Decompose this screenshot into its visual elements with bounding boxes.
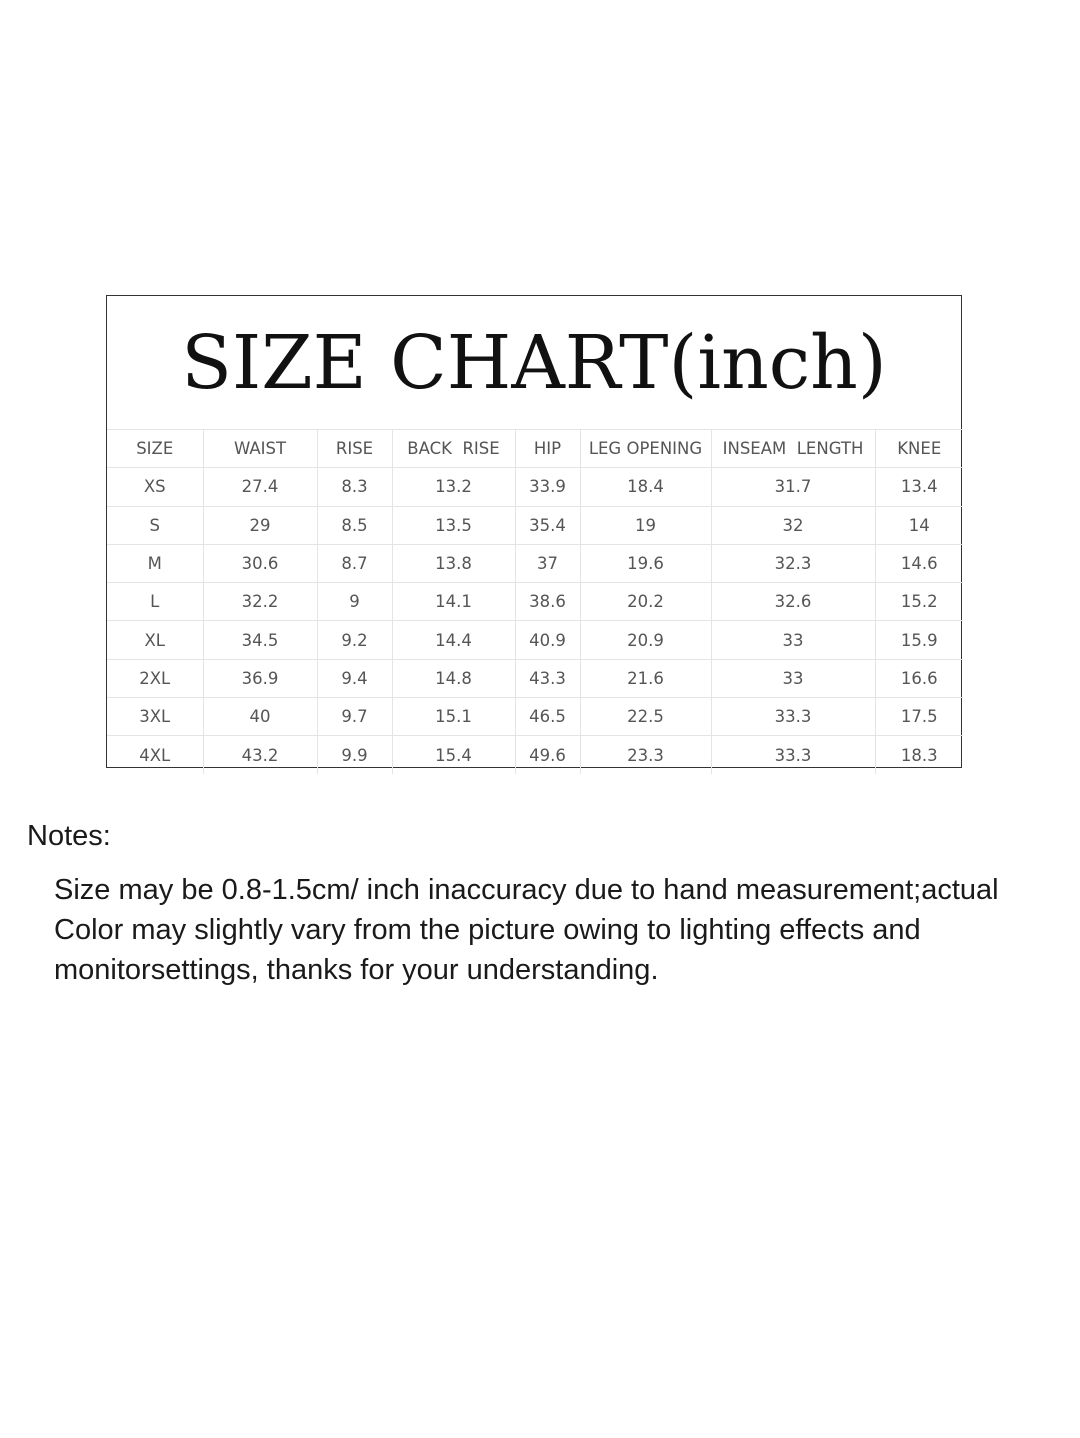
table-header-row	[107, 430, 963, 468]
cell-size: XS	[107, 468, 203, 506]
cell-waist: 34.5	[203, 621, 317, 659]
cell-inseam-length: 33	[711, 621, 875, 659]
table-row	[107, 621, 963, 659]
chart-title: SIZE CHART(inch)	[181, 320, 887, 406]
cell-back-rise: 13.5	[392, 506, 515, 544]
cell-waist: 29	[203, 506, 317, 544]
cell-rise: 8.7	[317, 544, 392, 582]
cell-rise: 9.4	[317, 659, 392, 697]
cell-back-rise: 15.4	[392, 736, 515, 774]
size-table	[107, 429, 963, 774]
cell-size: S	[107, 506, 203, 544]
header-inseam-length: INSEAM LENGTH	[711, 430, 875, 468]
table-row	[107, 583, 963, 621]
cell-waist: 43.2	[203, 736, 317, 774]
header-knee: KNEE	[875, 430, 963, 468]
cell-knee: 16.6	[875, 659, 963, 697]
size-chart	[106, 295, 962, 768]
table-row	[107, 468, 963, 506]
cell-inseam-length: 33.3	[711, 736, 875, 774]
cell-inseam-length: 32	[711, 506, 875, 544]
cell-leg-opening: 19.6	[580, 544, 711, 582]
cell-knee: 15.9	[875, 621, 963, 659]
cell-back-rise: 14.4	[392, 621, 515, 659]
cell-inseam-length: 32.3	[711, 544, 875, 582]
cell-waist: 30.6	[203, 544, 317, 582]
cell-rise: 9.2	[317, 621, 392, 659]
cell-rise: 9.9	[317, 736, 392, 774]
cell-hip: 37	[515, 544, 580, 582]
cell-knee: 13.4	[875, 468, 963, 506]
cell-leg-opening: 23.3	[580, 736, 711, 774]
header-waist: WAIST	[203, 430, 317, 468]
table-row	[107, 736, 963, 774]
cell-hip: 40.9	[515, 621, 580, 659]
cell-back-rise: 15.1	[392, 698, 515, 736]
header-size: SIZE	[107, 430, 203, 468]
notes-line: Size may be 0.8-1.5cm/ inch inaccuracy due to hand measurement;actual	[54, 874, 999, 906]
table-row	[107, 698, 963, 736]
cell-size: 3XL	[107, 698, 203, 736]
cell-waist: 27.4	[203, 468, 317, 506]
cell-rise: 9.7	[317, 698, 392, 736]
cell-hip: 35.4	[515, 506, 580, 544]
table-row	[107, 506, 963, 544]
cell-leg-opening: 20.2	[580, 583, 711, 621]
notes-heading: Notes:	[27, 820, 111, 852]
cell-rise: 9	[317, 583, 392, 621]
cell-inseam-length: 33	[711, 659, 875, 697]
cell-leg-opening: 18.4	[580, 468, 711, 506]
cell-knee: 14	[875, 506, 963, 544]
notes-line: monitorsettings, thanks for your understanding.	[54, 954, 659, 986]
cell-hip: 38.6	[515, 583, 580, 621]
cell-leg-opening: 19	[580, 506, 711, 544]
header-hip: HIP	[515, 430, 580, 468]
cell-inseam-length: 32.6	[711, 583, 875, 621]
cell-leg-opening: 22.5	[580, 698, 711, 736]
cell-leg-opening: 21.6	[580, 659, 711, 697]
cell-inseam-length: 33.3	[711, 698, 875, 736]
cell-size: 4XL	[107, 736, 203, 774]
cell-hip: 46.5	[515, 698, 580, 736]
header-back-rise: BACK RISE	[392, 430, 515, 468]
header-leg-opening: LEG OPENING	[580, 430, 711, 468]
cell-knee: 17.5	[875, 698, 963, 736]
cell-waist: 36.9	[203, 659, 317, 697]
notes-body	[54, 870, 1064, 990]
cell-size: M	[107, 544, 203, 582]
cell-size: XL	[107, 621, 203, 659]
cell-back-rise: 14.1	[392, 583, 515, 621]
cell-size: L	[107, 583, 203, 621]
cell-knee: 14.6	[875, 544, 963, 582]
cell-inseam-length: 31.7	[711, 468, 875, 506]
cell-size: 2XL	[107, 659, 203, 697]
notes-line: Color may slightly vary from the picture owing to lighting effects and	[54, 914, 921, 946]
cell-waist: 40	[203, 698, 317, 736]
table-row	[107, 544, 963, 582]
cell-back-rise: 13.8	[392, 544, 515, 582]
cell-leg-opening: 20.9	[580, 621, 711, 659]
cell-knee: 18.3	[900, 745, 938, 765]
cell-waist: 32.2	[203, 583, 317, 621]
cell-hip: 49.6	[515, 736, 580, 774]
table-row	[107, 659, 963, 697]
cell-rise: 8.5	[317, 506, 392, 544]
cell-knee: 15.2	[875, 583, 963, 621]
cell-back-rise: 14.8	[392, 659, 515, 697]
cell-rise: 8.3	[317, 468, 392, 506]
header-rise: RISE	[317, 430, 392, 468]
cell-hip: 43.3	[515, 659, 580, 697]
cell-hip: 33.9	[515, 468, 580, 506]
cell-back-rise: 13.2	[392, 468, 515, 506]
